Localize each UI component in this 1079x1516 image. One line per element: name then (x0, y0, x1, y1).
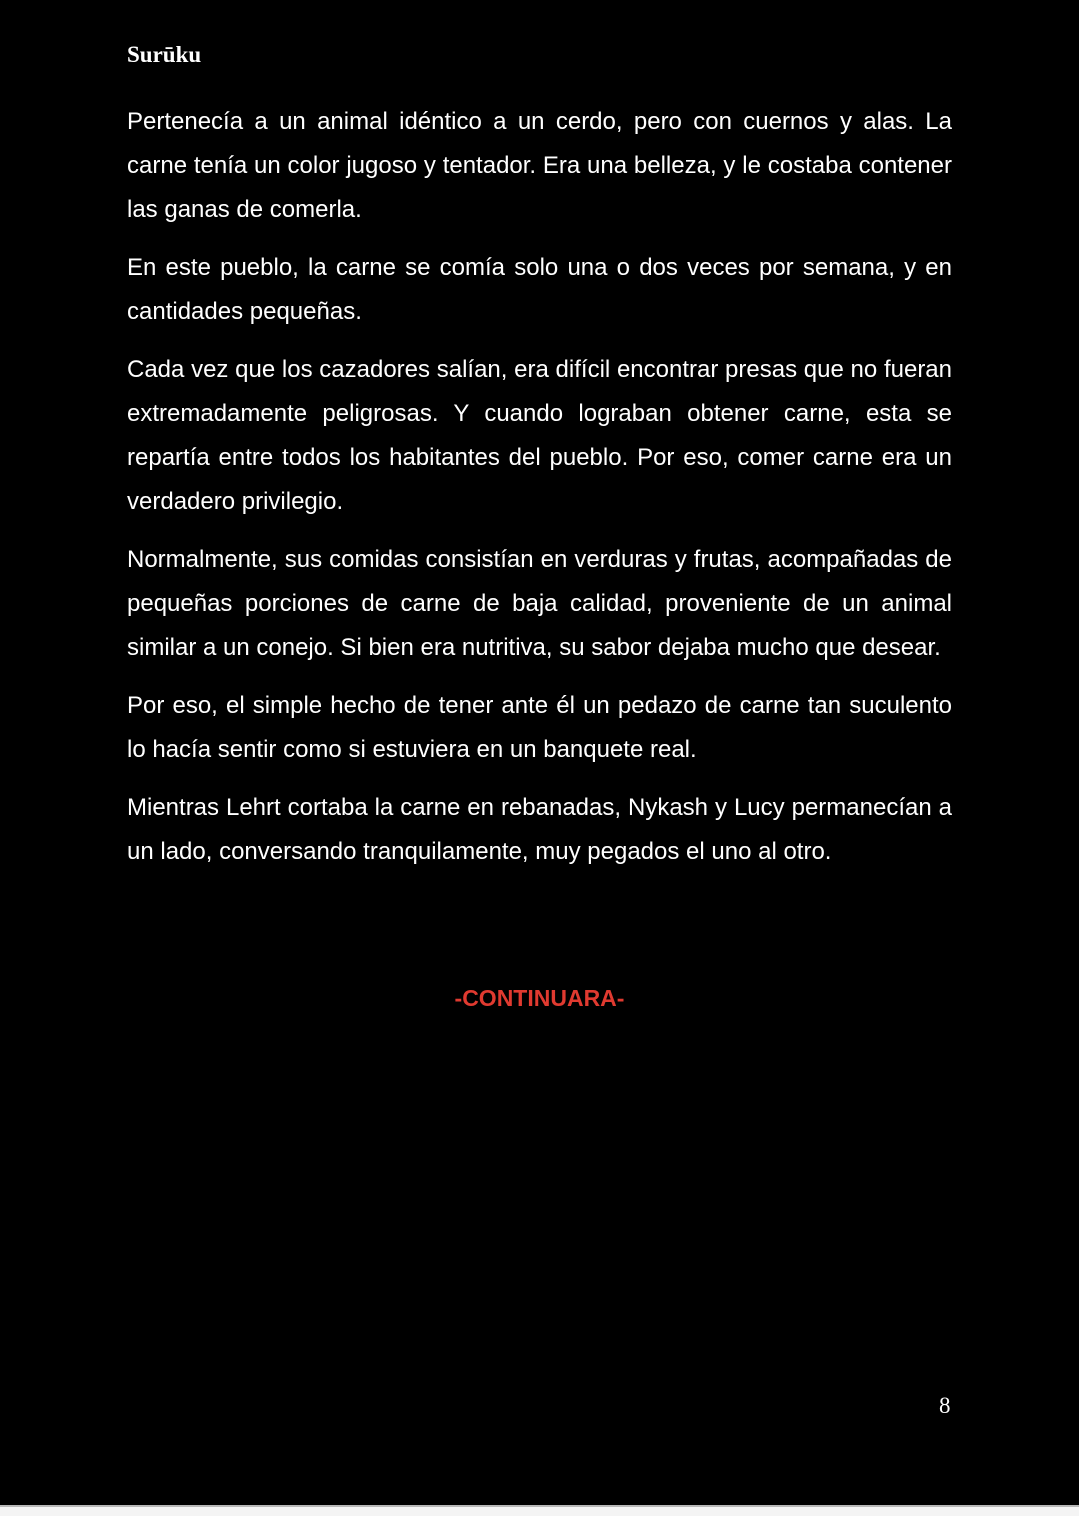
paragraph: Por eso, el simple hecho de tener ante él un pedazo de carne tan suculento lo hacía sentir como si estuviera en un banquete real. (127, 692, 952, 763)
paragraph: Normalmente, sus comidas consistían en verduras y frutas, acompañadas de pequeñas porciones de carne de baja calidad, proveniente de un animal similar a un conejo. Si bien era nutritiva, su sabor dejaba mucho que desear. (127, 546, 952, 661)
paragraph: En este pueblo, la carne se comía solo una o dos veces por semana, y en cantidades pequeñas. (127, 254, 952, 325)
continuation-label: -CONTINUARA- (454, 985, 625, 1011)
page-body (127, 100, 952, 888)
paragraph: Pertenecía a un animal idéntico a un cerdo, pero con cuernos y alas. La carne tenía un color jugoso y tentador. Era una belleza, y le costaba contener las ganas de comerla. (127, 108, 952, 223)
page-number: 8 (939, 1393, 951, 1418)
paragraph: Cada vez que los cazadores salían, era difícil encontrar presas que no fueran extremadamente peligrosas. Y cuando lograban obtener carne, esta se repartía entre todos los habitantes del pueblo. Por eso, comer carne era un verdadero privilegio. (127, 356, 952, 515)
page-header-title: Surūku (127, 42, 202, 67)
paragraph: Mientras Lehrt cortaba la carne en rebanadas, Nykash y Lucy permanecían a un lado, conversando tranquilamente, muy pegados el uno al otro. (127, 794, 952, 865)
